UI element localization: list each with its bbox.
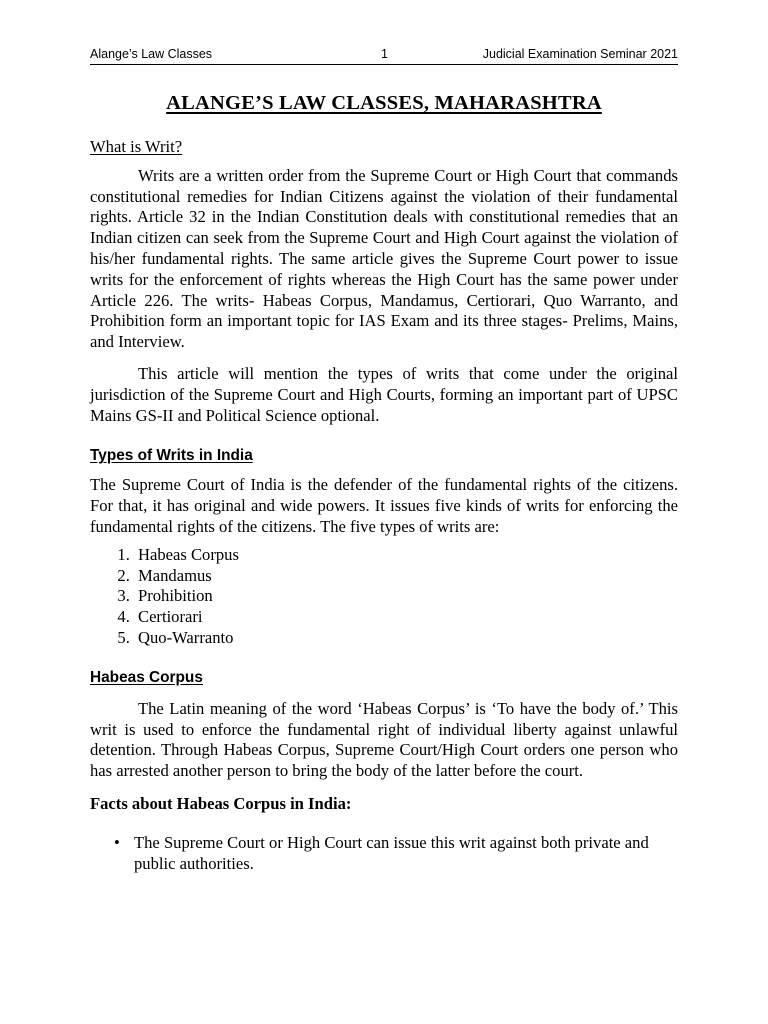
- page-number: 1: [381, 47, 388, 61]
- list-item: 2. Mandamus: [134, 566, 678, 587]
- section-heading-habeas-corpus: Habeas Corpus: [90, 668, 203, 686]
- bullet-icon: •: [114, 832, 120, 852]
- writ-types-list: [90, 545, 678, 649]
- list-item: 4. Certiorari: [134, 607, 678, 628]
- header-right-text: Judicial Examination Seminar 2021: [482, 47, 678, 61]
- paragraph-types-intro: The Supreme Court of India is the defender of the fundamental rights of the citizens. For that, it has original and wide powers. It issues five kinds of writs for enforcing the fundamental rights of the citizens. The five types of writs are:: [90, 475, 678, 536]
- list-item: [114, 832, 678, 875]
- paragraph-article-scope: This article will mention the types of writs that come under the original jurisdiction of the Supreme Court and High Courts, forming an important part of UPSC Mains GS-II and Political Science optional.: [90, 363, 678, 425]
- list-item: 3. Prohibition: [134, 586, 678, 607]
- section-heading-types-of-writs: Types of Writs in India: [90, 447, 253, 465]
- paragraph-habeas-corpus: The Latin meaning of the word ‘Habeas Corpus’ is ‘To have the body of.’ This writ is used to enforce the fundamental right of individual liberty against unlawful detention. Through Habeas Corpus, Supreme Court/High Court orders one person who has arrested another person to bring the body of the latter before the court.: [90, 698, 678, 781]
- fact-text: The Supreme Court or High Court can issue this writ against both private and public authorities.: [134, 832, 649, 873]
- subheading-habeas-corpus-facts: Facts about Habeas Corpus in India:: [90, 793, 352, 813]
- document-body: [90, 90, 678, 874]
- page-title: ALANGE’S LAW CLASSES, MAHARASHTRA: [166, 92, 602, 114]
- list-item: 1. Habeas Corpus: [134, 545, 678, 566]
- list-item: 5. Quo-Warranto: [134, 628, 678, 649]
- paragraph-writ-definition: Writs are a written order from the Supreme Court or High Court that commands constitutional remedies for Indian Citizens against the violation of their fundamental rights. Article 32 in the Indian Constitution deals with constitutional remedies that an Indian citizen can seek from the Supreme Court and High Court against the violation of his/her fundamental rights. The same article gives the Supreme Court power to issue writs for the enforcement of rights whereas the High Court has the same power under Article 226. The writs- Habeas Corpus, Mandamus, Certiorari, Quo Warranto, and Prohibition form an important topic for IAS Exam and its three stages- Prelims, Mains, and Interview.: [90, 165, 678, 352]
- habeas-corpus-facts-list: [90, 833, 678, 875]
- section-heading-what-is-writ: What is Writ?: [90, 137, 183, 156]
- header-left-text: Alange’s Law Classes: [90, 47, 213, 61]
- running-header: [90, 44, 678, 65]
